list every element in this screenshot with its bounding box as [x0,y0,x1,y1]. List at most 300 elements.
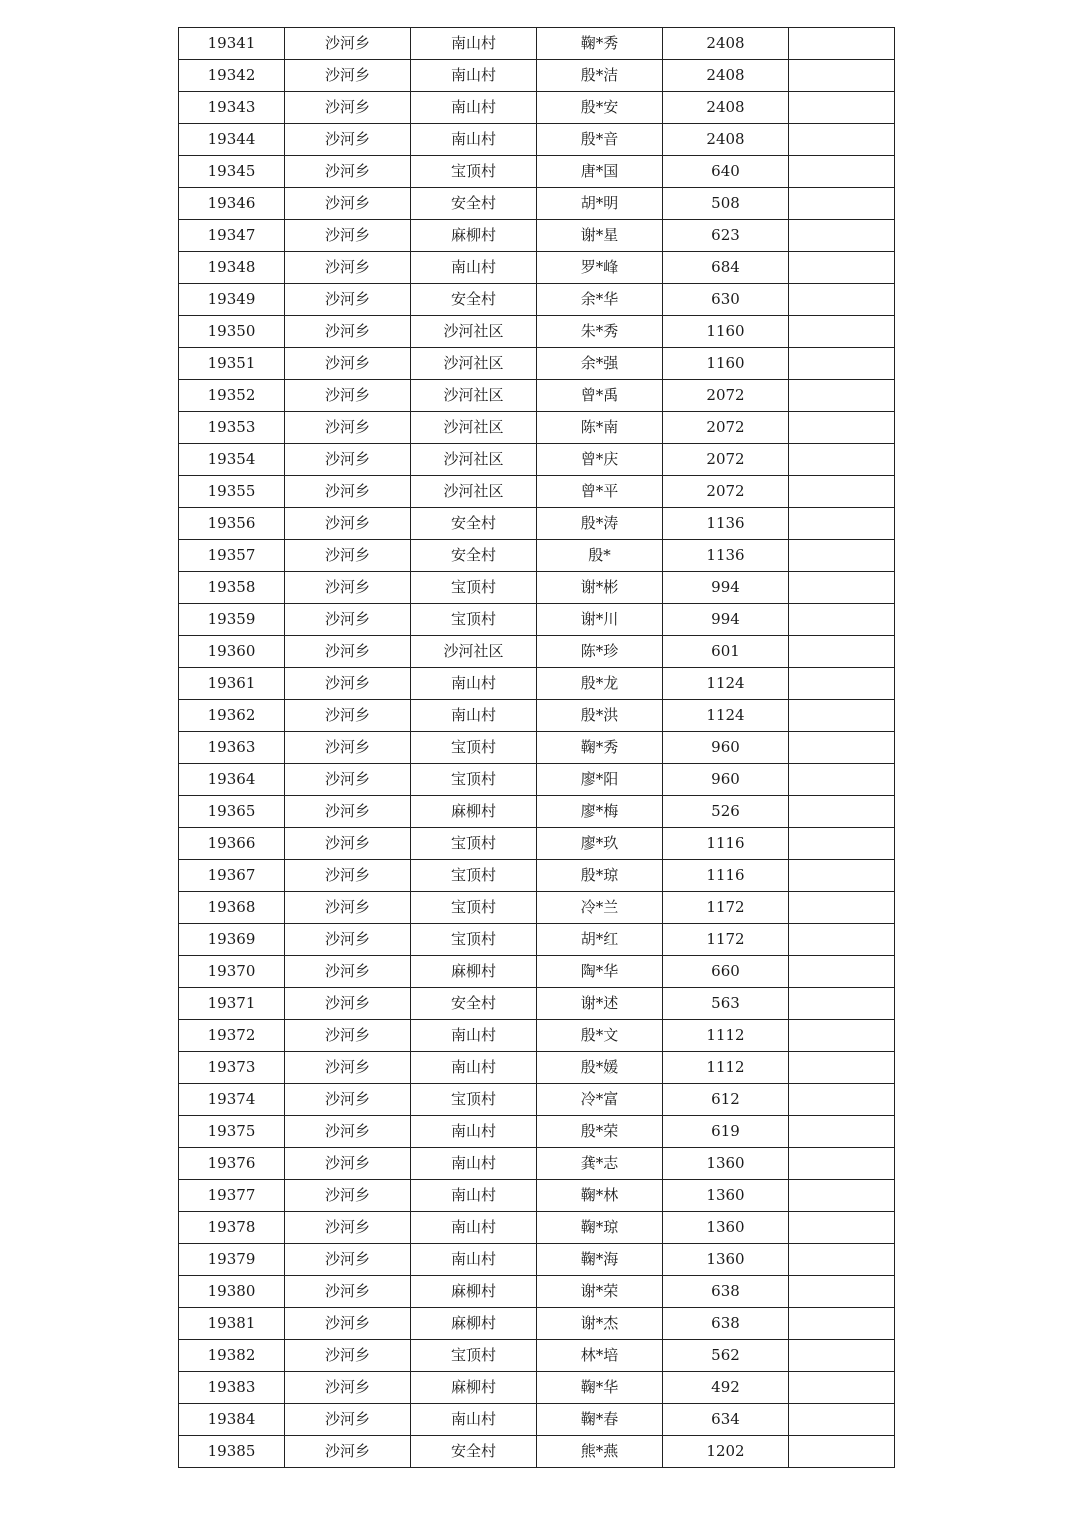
township-cell: 沙河乡 [285,1308,411,1340]
note-cell [789,668,895,700]
name-cell: 廖*梅 [537,796,663,828]
name-cell: 陈*南 [537,412,663,444]
row-number-cell: 19364 [179,764,285,796]
village-cell: 南山村 [411,28,537,60]
township-cell: 沙河乡 [285,540,411,572]
table-row [179,1052,895,1084]
row-number-cell: 19377 [179,1180,285,1212]
note-cell [789,220,895,252]
amount-cell: 994 [663,572,789,604]
note-cell [789,92,895,124]
village-cell: 麻柳村 [411,956,537,988]
township-cell: 沙河乡 [285,860,411,892]
note-cell [789,1084,895,1116]
table-row [179,828,895,860]
township-cell: 沙河乡 [285,92,411,124]
table-row [179,764,895,796]
amount-cell: 660 [663,956,789,988]
village-cell: 沙河社区 [411,316,537,348]
note-cell [789,412,895,444]
village-cell: 宝顶村 [411,572,537,604]
name-cell: 陈*珍 [537,636,663,668]
table-row [179,60,895,92]
name-cell: 余*强 [537,348,663,380]
row-number-cell: 19385 [179,1436,285,1468]
village-cell: 宝顶村 [411,860,537,892]
note-cell [789,988,895,1020]
row-number-cell: 19373 [179,1052,285,1084]
name-cell: 殷*涛 [537,508,663,540]
table-row [179,508,895,540]
note-cell [789,508,895,540]
amount-cell: 623 [663,220,789,252]
amount-cell: 526 [663,796,789,828]
row-number-cell: 19341 [179,28,285,60]
table-row [179,476,895,508]
table-row [179,1308,895,1340]
name-cell: 谢*杰 [537,1308,663,1340]
row-number-cell: 19352 [179,380,285,412]
village-cell: 麻柳村 [411,1308,537,1340]
name-cell: 余*华 [537,284,663,316]
note-cell [789,156,895,188]
township-cell: 沙河乡 [285,764,411,796]
township-cell: 沙河乡 [285,1340,411,1372]
amount-cell: 1112 [663,1020,789,1052]
township-cell: 沙河乡 [285,412,411,444]
note-cell [789,1212,895,1244]
amount-cell: 1172 [663,924,789,956]
township-cell: 沙河乡 [285,796,411,828]
table-row [179,636,895,668]
village-cell: 麻柳村 [411,796,537,828]
amount-cell: 1124 [663,700,789,732]
township-cell: 沙河乡 [285,1020,411,1052]
village-cell: 安全村 [411,188,537,220]
table-row [179,892,895,924]
note-cell [789,316,895,348]
name-cell: 鞠*琼 [537,1212,663,1244]
amount-cell: 2408 [663,60,789,92]
row-number-cell: 19366 [179,828,285,860]
village-cell: 沙河社区 [411,636,537,668]
township-cell: 沙河乡 [285,1244,411,1276]
village-cell: 宝顶村 [411,1340,537,1372]
amount-cell: 2408 [663,92,789,124]
township-cell: 沙河乡 [285,956,411,988]
amount-cell: 619 [663,1116,789,1148]
row-number-cell: 19344 [179,124,285,156]
amount-cell: 2408 [663,28,789,60]
table-row [179,1148,895,1180]
note-cell [789,380,895,412]
note-cell [789,124,895,156]
amount-cell: 601 [663,636,789,668]
amount-cell: 2072 [663,412,789,444]
township-cell: 沙河乡 [285,316,411,348]
name-cell: 殷*安 [537,92,663,124]
amount-cell: 960 [663,764,789,796]
name-cell: 鞠*海 [537,1244,663,1276]
table-row [179,444,895,476]
name-cell: 唐*国 [537,156,663,188]
township-cell: 沙河乡 [285,1436,411,1468]
row-number-cell: 19358 [179,572,285,604]
row-number-cell: 19370 [179,956,285,988]
row-number-cell: 19378 [179,1212,285,1244]
table-row [179,1020,895,1052]
note-cell [789,764,895,796]
note-cell [789,1372,895,1404]
township-cell: 沙河乡 [285,700,411,732]
row-number-cell: 19369 [179,924,285,956]
row-number-cell: 19381 [179,1308,285,1340]
table-row [179,924,895,956]
row-number-cell: 19383 [179,1372,285,1404]
table-row [179,252,895,284]
township-cell: 沙河乡 [285,1052,411,1084]
row-number-cell: 19367 [179,860,285,892]
village-cell: 南山村 [411,1020,537,1052]
village-cell: 沙河社区 [411,348,537,380]
row-number-cell: 19360 [179,636,285,668]
row-number-cell: 19362 [179,700,285,732]
amount-cell: 1160 [663,348,789,380]
row-number-cell: 19356 [179,508,285,540]
table-row [179,316,895,348]
village-cell: 南山村 [411,1212,537,1244]
row-number-cell: 19371 [179,988,285,1020]
township-cell: 沙河乡 [285,604,411,636]
note-cell [789,60,895,92]
village-cell: 南山村 [411,124,537,156]
village-cell: 南山村 [411,60,537,92]
name-cell: 鞠*林 [537,1180,663,1212]
village-cell: 宝顶村 [411,828,537,860]
name-cell: 殷*龙 [537,668,663,700]
village-cell: 南山村 [411,252,537,284]
table-row [179,796,895,828]
name-cell: 殷*洪 [537,700,663,732]
amount-cell: 994 [663,604,789,636]
note-cell [789,28,895,60]
note-cell [789,796,895,828]
row-number-cell: 19374 [179,1084,285,1116]
amount-cell: 1136 [663,508,789,540]
village-cell: 安全村 [411,988,537,1020]
name-cell: 曾*平 [537,476,663,508]
village-cell: 宝顶村 [411,156,537,188]
township-cell: 沙河乡 [285,28,411,60]
table-row [179,156,895,188]
row-number-cell: 19343 [179,92,285,124]
name-cell: 殷*洁 [537,60,663,92]
amount-cell: 630 [663,284,789,316]
township-cell: 沙河乡 [285,156,411,188]
note-cell [789,252,895,284]
township-cell: 沙河乡 [285,284,411,316]
name-cell: 曾*庆 [537,444,663,476]
township-cell: 沙河乡 [285,1180,411,1212]
name-cell: 谢*彬 [537,572,663,604]
table-row [179,92,895,124]
amount-cell: 2408 [663,124,789,156]
note-cell [789,1180,895,1212]
township-cell: 沙河乡 [285,1372,411,1404]
township-cell: 沙河乡 [285,444,411,476]
township-cell: 沙河乡 [285,828,411,860]
table-row [179,1212,895,1244]
table-row [179,1404,895,1436]
name-cell: 胡*红 [537,924,663,956]
row-number-cell: 19342 [179,60,285,92]
township-cell: 沙河乡 [285,188,411,220]
name-cell: 廖*阳 [537,764,663,796]
township-cell: 沙河乡 [285,252,411,284]
name-cell: 殷*媛 [537,1052,663,1084]
name-cell: 殷*琼 [537,860,663,892]
table-row [179,668,895,700]
name-cell: 冷*兰 [537,892,663,924]
note-cell [789,1340,895,1372]
township-cell: 沙河乡 [285,1148,411,1180]
amount-cell: 1116 [663,828,789,860]
amount-cell: 960 [663,732,789,764]
amount-cell: 1172 [663,892,789,924]
amount-cell: 1116 [663,860,789,892]
name-cell: 殷* [537,540,663,572]
note-cell [789,860,895,892]
row-number-cell: 19382 [179,1340,285,1372]
note-cell [789,540,895,572]
note-cell [789,1308,895,1340]
name-cell: 鞠*秀 [537,28,663,60]
row-number-cell: 19359 [179,604,285,636]
township-cell: 沙河乡 [285,60,411,92]
village-cell: 安全村 [411,284,537,316]
amount-cell: 2072 [663,476,789,508]
name-cell: 鞠*春 [537,1404,663,1436]
village-cell: 宝顶村 [411,764,537,796]
amount-cell: 638 [663,1308,789,1340]
row-number-cell: 19368 [179,892,285,924]
subsidy-list-table [178,27,895,1468]
row-number-cell: 19350 [179,316,285,348]
row-number-cell: 19348 [179,252,285,284]
village-cell: 南山村 [411,1244,537,1276]
table-row [179,572,895,604]
row-number-cell: 19345 [179,156,285,188]
note-cell [789,1276,895,1308]
table-row [179,1084,895,1116]
village-cell: 宝顶村 [411,892,537,924]
amount-cell: 508 [663,188,789,220]
township-cell: 沙河乡 [285,988,411,1020]
row-number-cell: 19365 [179,796,285,828]
township-cell: 沙河乡 [285,476,411,508]
name-cell: 殷*文 [537,1020,663,1052]
note-cell [789,1404,895,1436]
name-cell: 谢*星 [537,220,663,252]
note-cell [789,476,895,508]
name-cell: 廖*玖 [537,828,663,860]
village-cell: 沙河社区 [411,380,537,412]
village-cell: 麻柳村 [411,1372,537,1404]
amount-cell: 634 [663,1404,789,1436]
name-cell: 殷*荣 [537,1116,663,1148]
amount-cell: 2072 [663,380,789,412]
township-cell: 沙河乡 [285,220,411,252]
row-number-cell: 19384 [179,1404,285,1436]
name-cell: 谢*荣 [537,1276,663,1308]
table-row [179,1116,895,1148]
village-cell: 安全村 [411,1436,537,1468]
row-number-cell: 19355 [179,476,285,508]
name-cell: 熊*燕 [537,1436,663,1468]
village-cell: 南山村 [411,1116,537,1148]
amount-cell: 1360 [663,1148,789,1180]
row-number-cell: 19353 [179,412,285,444]
table-row [179,284,895,316]
amount-cell: 1112 [663,1052,789,1084]
name-cell: 龚*志 [537,1148,663,1180]
note-cell [789,1244,895,1276]
amount-cell: 492 [663,1372,789,1404]
township-cell: 沙河乡 [285,1276,411,1308]
note-cell [789,732,895,764]
table-row [179,604,895,636]
name-cell: 林*培 [537,1340,663,1372]
row-number-cell: 19349 [179,284,285,316]
amount-cell: 638 [663,1276,789,1308]
village-cell: 宝顶村 [411,1084,537,1116]
table-row [179,956,895,988]
note-cell [789,1116,895,1148]
amount-cell: 1360 [663,1180,789,1212]
village-cell: 宝顶村 [411,924,537,956]
table-row [179,1340,895,1372]
table-row [179,1180,895,1212]
table-row [179,988,895,1020]
note-cell [789,1020,895,1052]
row-number-cell: 19346 [179,188,285,220]
table-row [179,412,895,444]
row-number-cell: 19379 [179,1244,285,1276]
township-cell: 沙河乡 [285,572,411,604]
village-cell: 南山村 [411,92,537,124]
amount-cell: 1160 [663,316,789,348]
table-row [179,380,895,412]
village-cell: 宝顶村 [411,604,537,636]
name-cell: 陶*华 [537,956,663,988]
row-number-cell: 19363 [179,732,285,764]
township-cell: 沙河乡 [285,508,411,540]
table-row [179,732,895,764]
row-number-cell: 19361 [179,668,285,700]
township-cell: 沙河乡 [285,1116,411,1148]
name-cell: 殷*音 [537,124,663,156]
village-cell: 南山村 [411,700,537,732]
township-cell: 沙河乡 [285,1212,411,1244]
amount-cell: 1360 [663,1244,789,1276]
township-cell: 沙河乡 [285,1404,411,1436]
note-cell [789,892,895,924]
note-cell [789,604,895,636]
village-cell: 南山村 [411,1052,537,1084]
row-number-cell: 19380 [179,1276,285,1308]
village-cell: 沙河社区 [411,412,537,444]
village-cell: 南山村 [411,1148,537,1180]
row-number-cell: 19351 [179,348,285,380]
table-row [179,700,895,732]
table-row [179,220,895,252]
township-cell: 沙河乡 [285,732,411,764]
note-cell [789,1148,895,1180]
name-cell: 冷*富 [537,1084,663,1116]
note-cell [789,700,895,732]
table-row [179,1276,895,1308]
table-row [179,1244,895,1276]
note-cell [789,444,895,476]
village-cell: 沙河社区 [411,476,537,508]
table-row [179,124,895,156]
village-cell: 南山村 [411,1180,537,1212]
note-cell [789,828,895,860]
table-row [179,188,895,220]
name-cell: 谢*述 [537,988,663,1020]
note-cell [789,1052,895,1084]
table-row [179,28,895,60]
note-cell [789,956,895,988]
row-number-cell: 19347 [179,220,285,252]
name-cell: 鞠*华 [537,1372,663,1404]
township-cell: 沙河乡 [285,924,411,956]
amount-cell: 1136 [663,540,789,572]
township-cell: 沙河乡 [285,348,411,380]
table-body [179,28,895,1468]
note-cell [789,284,895,316]
village-cell: 麻柳村 [411,220,537,252]
amount-cell: 1360 [663,1212,789,1244]
village-cell: 麻柳村 [411,1276,537,1308]
village-cell: 宝顶村 [411,732,537,764]
township-cell: 沙河乡 [285,668,411,700]
name-cell: 罗*峰 [537,252,663,284]
row-number-cell: 19376 [179,1148,285,1180]
name-cell: 鞠*秀 [537,732,663,764]
table-row [179,540,895,572]
village-cell: 南山村 [411,668,537,700]
name-cell: 曾*禹 [537,380,663,412]
note-cell [789,348,895,380]
village-cell: 沙河社区 [411,444,537,476]
note-cell [789,636,895,668]
row-number-cell: 19354 [179,444,285,476]
township-cell: 沙河乡 [285,1084,411,1116]
village-cell: 安全村 [411,508,537,540]
amount-cell: 2072 [663,444,789,476]
row-number-cell: 19372 [179,1020,285,1052]
note-cell [789,572,895,604]
township-cell: 沙河乡 [285,124,411,156]
name-cell: 朱*秀 [537,316,663,348]
amount-cell: 562 [663,1340,789,1372]
amount-cell: 684 [663,252,789,284]
name-cell: 胡*明 [537,188,663,220]
note-cell [789,924,895,956]
amount-cell: 1202 [663,1436,789,1468]
table-row [179,348,895,380]
